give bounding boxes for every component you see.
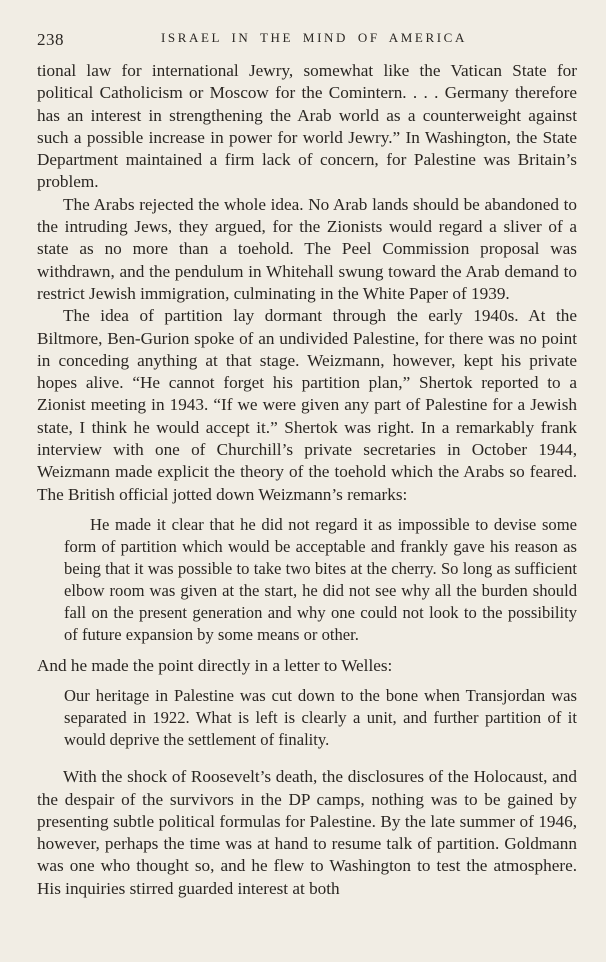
paragraph-continued: tional law for international Jewry, somewhat like the Vatican State for political Catholicism or Moscow for the Comintern. . . . Germany therefore has an interest in strengthening the Arab world as a counterweight against such a possible increase in power for world Jewry.” In Washington, the State Department maintained a firm lack of concern, for Palestine was Britain’s problem. [37,61,577,192]
paragraph-roosevelt-death: With the shock of Roosevelt’s death, the disclosures of the Holocaust, and the despair of the survivors in the DP camps, nothing was to be gained by presenting subtle political formulas for Palestine. By the late summer of 1946, however, perhaps the time was at hand to resume talk of partition. Goldmann was one who thought so, and he flew to Washington to test the atmosphere. His inquiries stirred guarded interest at both [37,767,577,898]
paragraph-partition-dormant: The idea of partition lay dormant through the early 1940s. At the Biltmore, Ben-Gurion spoke of an undivided Palestine, for there was no point in conceding anything at that stage. Weizmann, however, kept his private hopes alive. “He cannot forget his partition plan,” Shertok reported to a Zionist meeting in 1943. “If we were given any part of Palestine for a Jewish state, I think he would accept it.” Shertok was right. In a remarkably frank interview with one of Churchill’s private secretaries in October 1944, Weizmann made explicit the theory of the toehold which the Arabs so feared. The British official jotted down Weizmann’s remarks: [37,306,577,504]
running-title: ISRAEL IN THE MIND OF AMERICA [161,30,467,45]
running-header [37,26,577,60]
quote-text: Our heritage in Palestine was cut down to the bone when Transjordan was separated in 1922. What is left is clearly a unit, and further partition of it would deprive the settlement of finality. [64,686,577,750]
paragraph-arab-rejection: The Arabs rejected the whole idea. No Arab lands should be abandoned to the intruding Jews, they argued, for the Zionists would regard a sliver of a state as no more than a toehold. The Peel Commission proposal was withdrawn, and the pendulum in Whitehall swung toward the Arab demand to restrict Jewish immigration, culminating in the White Paper of 1939. [37,194,577,303]
block-quote-weizmann-interview [64,514,577,646]
paragraph-letter-to-welles: And he made the point directly in a letter to Welles: [37,655,393,675]
page-number: 238 [37,30,64,49]
block-quote-letter [64,685,577,751]
quote-text: He made it clear that he did not regard it as impossible to devise some form of partition which would be acceptable and frankly gave his reason as being that it was possible to take two bites at the cherry. So long as sufficient elbow room was given at the start, he did not see why all the burden should fall on the present generation and why one could not look to the possibility of future expansion by some means or other. [64,514,577,644]
body-text [37,60,577,900]
